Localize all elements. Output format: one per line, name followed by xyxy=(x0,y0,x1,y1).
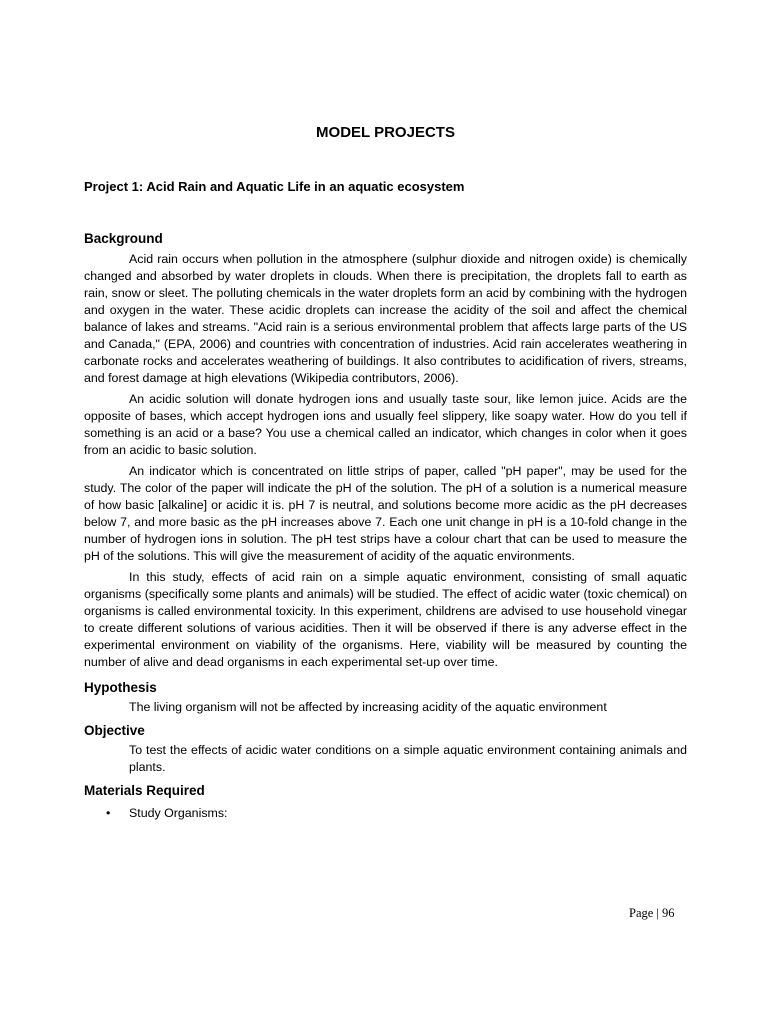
background-paragraph: An acidic solution will donate hydrogen ions and usually taste sour, like lemon juice. Acids are the opposite of bases, which accept hydrogen ions and usually feel slippery, like soapy water. How do you tell if something is an acid or a base? You use a chemical called an indicator, which changes in color when it goes from an acidic to basic solution. xyxy=(84,392,687,457)
background-paragraph: An indicator which is concentrated on little strips of paper, called "pH paper", may be used for the study. The color of the paper will indicate the pH of the solution. The pH of a solution is a numerical measure of how basic [alkaline] or acidic it is. pH 7 is neutral, and solutions become more acidic as the pH decreases below 7, and more basic as the pH increases above 7. Each one unit change in pH is a 10-fold change in the number of hydrogen ions in solution. The pH test strips have a colour chart that can be used to measure the pH of the solutions. This will give the measurement of acidity of the aquatic environments. xyxy=(84,464,687,563)
list-item xyxy=(84,805,687,822)
background-paragraph: In this study, effects of acid rain on a simple aquatic environment, consisting of small aquatic organisms (specifically some plants and animals) will be studied. The effect of acidic water (toxic chemical) on organisms is called environmental toxicity. In this experiment, childrens are advised to use household vinegar to create different solutions of various acidities. Then it will be observed if there is any adverse effect in the experimental environment on viability of the organisms. Here, viability will be measured by counting the number of alive and dead organisms in each experimental set-up over time. xyxy=(84,570,687,669)
document-body xyxy=(84,230,687,822)
document-page xyxy=(84,0,687,1024)
project-title: Project 1: Acid Rain and Aquatic Life in an aquatic ecosystem xyxy=(84,179,465,194)
objective-heading: Objective xyxy=(84,723,145,738)
bullet-icon: • xyxy=(106,806,111,820)
page-title: MODEL PROJECTS xyxy=(316,124,455,141)
hypothesis-heading: Hypothesis xyxy=(84,680,157,695)
list-item-text: Study Organisms: xyxy=(129,806,228,820)
background-paragraph: Acid rain occurs when pollution in the atmosphere (sulphur dioxide and nitrogen oxide) is chemically changed and absorbed by water droplets in clouds. When there is precipitation, the droplets fall to earth as rain, snow or sleet. The polluting chemicals in the water droplets form an acid by combining with the hydrogen and oxygen in the water. These acidic droplets can increase the acidity of the soil and affect the chemical balance of lakes and streams. "Acid rain is a serious environmental problem that affects large parts of the US and Canada," (EPA, 2006) and countries with concentration of industries. Acid rain accelerates weathering in carbonate rocks and accelerates weathering of buildings. It also contributes to acidification of rivers, streams, and forest damage at high elevations (Wikipedia contributors, 2006). xyxy=(84,252,687,385)
page-number: Page | 96 xyxy=(629,906,675,920)
objective-text: To test the effects of acidic water conditions on a simple aquatic environment containing animals and plants. xyxy=(129,743,687,774)
materials-heading: Materials Required xyxy=(84,783,205,798)
background-heading: Background xyxy=(84,231,163,246)
materials-list xyxy=(84,805,687,822)
hypothesis-text: The living organism will not be affected by increasing acidity of the aquatic environment xyxy=(129,700,607,714)
